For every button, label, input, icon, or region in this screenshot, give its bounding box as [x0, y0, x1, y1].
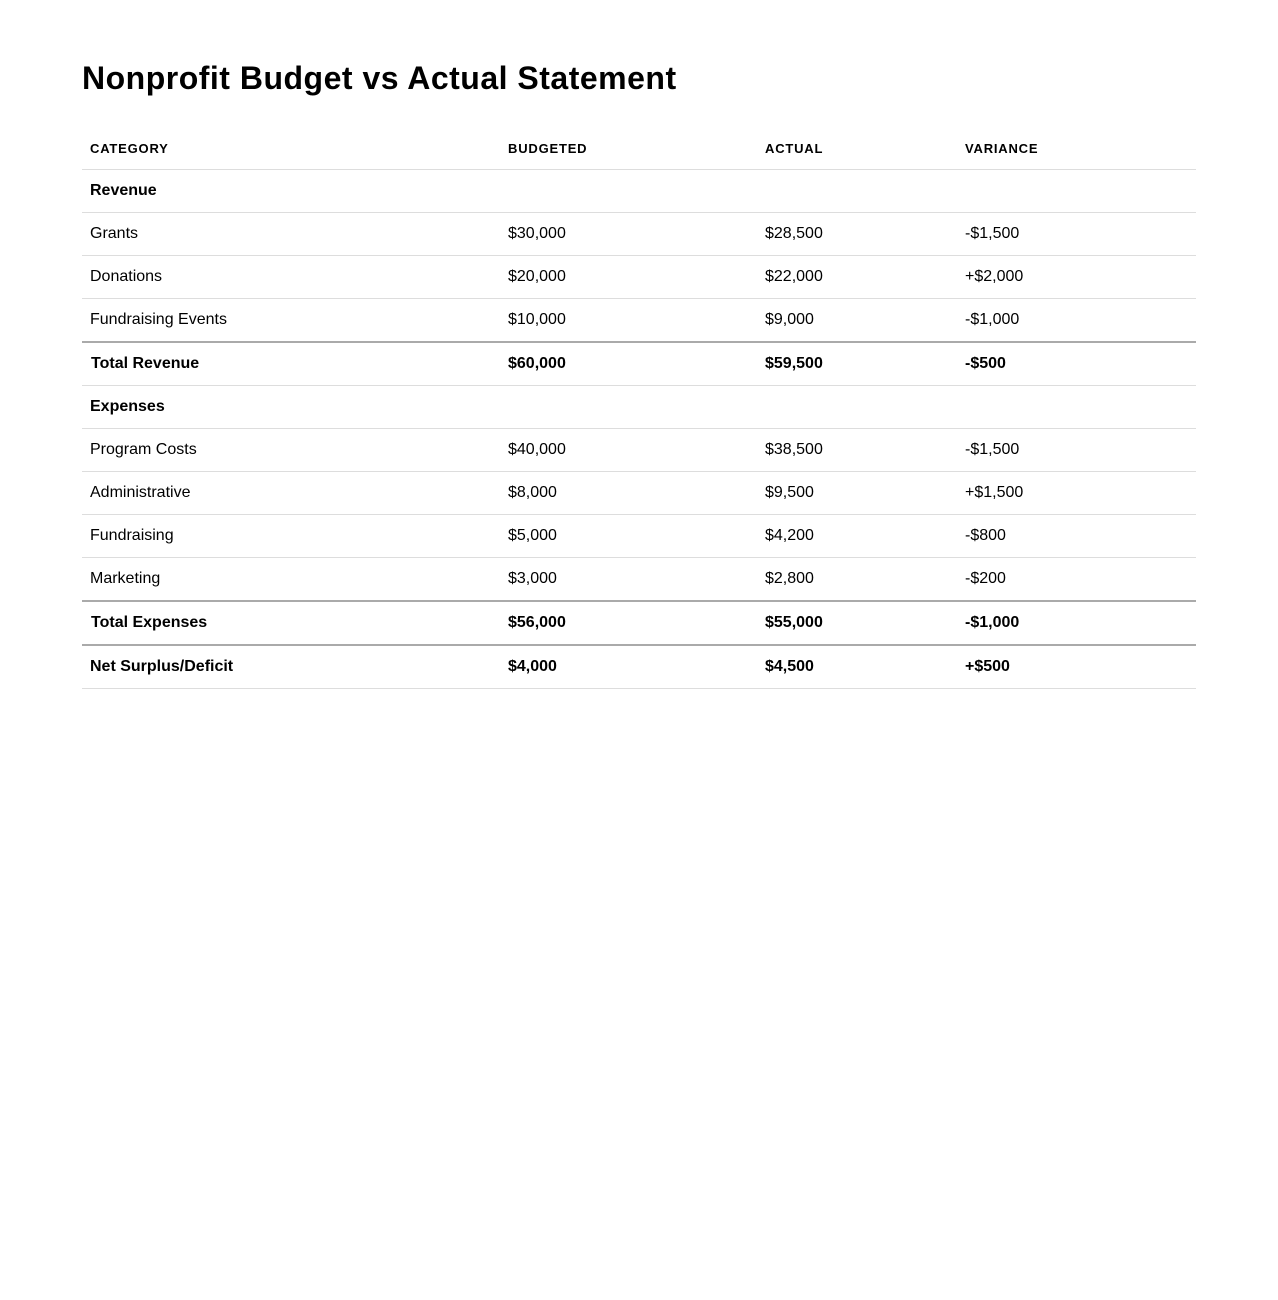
- row-actual: $4,500: [757, 645, 957, 689]
- row-budgeted: $60,000: [500, 342, 757, 386]
- table-row: [82, 558, 1196, 602]
- row-budgeted: $40,000: [500, 429, 757, 472]
- row-variance: +$2,000: [957, 256, 1196, 299]
- row-category: Administrative: [82, 472, 500, 515]
- header-row: [82, 127, 1196, 170]
- total-expenses-row: [82, 601, 1196, 645]
- row-actual: $38,500: [757, 429, 957, 472]
- row-budgeted: $56,000: [500, 601, 757, 645]
- row-variance: -$500: [957, 342, 1196, 386]
- row-category: Fundraising: [82, 515, 500, 558]
- row-budgeted: $30,000: [500, 213, 757, 256]
- row-category: Marketing: [82, 558, 500, 602]
- row-variance: -$800: [957, 515, 1196, 558]
- row-variance: -$200: [957, 558, 1196, 602]
- row-budgeted: $8,000: [500, 472, 757, 515]
- section-revenue: [82, 170, 1196, 213]
- row-variance: +$1,500: [957, 472, 1196, 515]
- row-variance: -$1,500: [957, 429, 1196, 472]
- row-category: Fundraising Events: [82, 299, 500, 343]
- row-category: Total Expenses: [82, 601, 500, 645]
- row-actual: $59,500: [757, 342, 957, 386]
- table-row: [82, 472, 1196, 515]
- table-row: [82, 213, 1196, 256]
- row-budgeted: $10,000: [500, 299, 757, 343]
- total-revenue-row: [82, 342, 1196, 386]
- header-budgeted: BUDGETED: [500, 127, 757, 170]
- net-surplus-row: [82, 645, 1196, 689]
- row-variance: +$500: [957, 645, 1196, 689]
- header-actual: ACTUAL: [757, 127, 957, 170]
- row-budgeted: $20,000: [500, 256, 757, 299]
- row-actual: $9,500: [757, 472, 957, 515]
- row-variance: -$1,500: [957, 213, 1196, 256]
- statement-page: [82, 56, 1196, 689]
- row-actual: $55,000: [757, 601, 957, 645]
- row-budgeted: $3,000: [500, 558, 757, 602]
- row-category: Grants: [82, 213, 500, 256]
- row-category: Donations: [82, 256, 500, 299]
- section-label: Revenue: [82, 170, 500, 213]
- table-row: [82, 429, 1196, 472]
- section-expenses: [82, 386, 1196, 429]
- table-row: [82, 299, 1196, 343]
- row-budgeted: $4,000: [500, 645, 757, 689]
- row-category: Total Revenue: [82, 342, 500, 386]
- row-category: Program Costs: [82, 429, 500, 472]
- header-category: CATEGORY: [82, 127, 500, 170]
- header-variance: VARIANCE: [957, 127, 1196, 170]
- row-variance: -$1,000: [957, 299, 1196, 343]
- row-variance: -$1,000: [957, 601, 1196, 645]
- budget-table: [82, 127, 1196, 689]
- section-label: Expenses: [82, 386, 500, 429]
- row-actual: $2,800: [757, 558, 957, 602]
- page-title: Nonprofit Budget vs Actual Statement: [82, 60, 677, 96]
- row-category: Net Surplus/Deficit: [82, 645, 500, 689]
- row-actual: $4,200: [757, 515, 957, 558]
- row-actual: $28,500: [757, 213, 957, 256]
- row-budgeted: $5,000: [500, 515, 757, 558]
- table-row: [82, 515, 1196, 558]
- row-actual: $22,000: [757, 256, 957, 299]
- table-row: [82, 256, 1196, 299]
- row-actual: $9,000: [757, 299, 957, 343]
